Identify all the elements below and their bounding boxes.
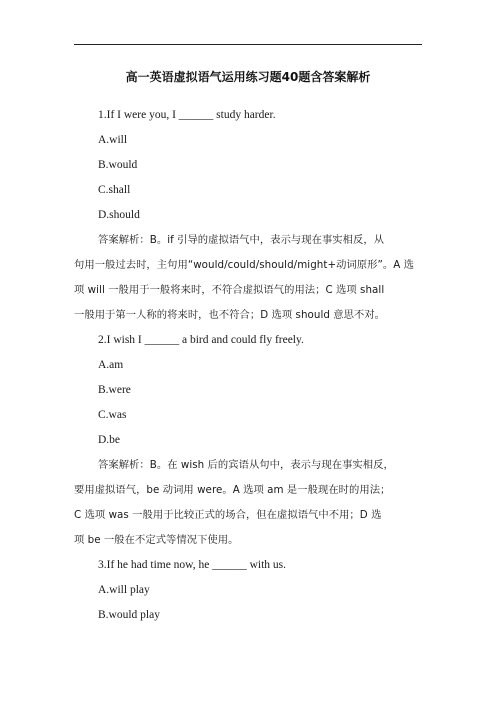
explanation-line: 要用虚拟语气，be 动词用 were。A 选项 am 是一般现在时的用法；: [74, 484, 391, 496]
explanation-line: 一般用于第一人称的将来时，也不符合；D 选项 should 意思不对。: [74, 309, 386, 321]
explanation-line: C 选项 was 一般用于比较正式的场合，但在虚拟语气中不用；D 选: [74, 509, 382, 521]
option-d: D.should: [98, 209, 140, 221]
question-stem: 3.If he had time now, he ______ with us.: [98, 559, 287, 571]
question-stem: 1.If I were you, I ______ study harder.: [98, 109, 276, 121]
option-b: B.would: [98, 159, 138, 171]
explanation-line: 项 be 一般在不定式等情况下使用。: [74, 534, 239, 546]
answer-explanation: [74, 453, 422, 553]
option-a: A.will: [98, 134, 128, 146]
option-b: B.were: [98, 384, 131, 396]
option-c: C.shall: [98, 184, 131, 196]
header-rule: [74, 44, 422, 45]
question-3: [74, 553, 422, 628]
option-a: A.will play: [98, 584, 150, 596]
answer-explanation: [74, 228, 422, 328]
question-1: [74, 103, 422, 328]
option-d: D.be: [98, 434, 121, 446]
document-title: 高一英语虚拟语气运用练习题40题含答案解析: [125, 70, 371, 84]
document-body: [74, 103, 422, 628]
question-stem: 2.I wish I ______ a bird and could fly freely.: [98, 334, 304, 346]
explanation-line: 句用一般过去时，主句用“would/could/should/might+动词原形”。A 选: [74, 259, 414, 271]
option-b: B.would play: [98, 609, 160, 621]
option-c: C.was: [98, 409, 127, 421]
question-2: [74, 328, 422, 553]
explanation-line: 答案解析：B。if 引导的虚拟语气中，表示与现在事实相反，从: [98, 234, 385, 246]
explanation-line: 答案解析：B。在 wish 后的宾语从句中，表示与现在事实相反，: [98, 459, 394, 471]
option-a: A.am: [98, 359, 124, 371]
explanation-line: 项 will 一般用于一般将来时，不符合虚拟语气的用法；C 选项 shall: [74, 284, 385, 296]
